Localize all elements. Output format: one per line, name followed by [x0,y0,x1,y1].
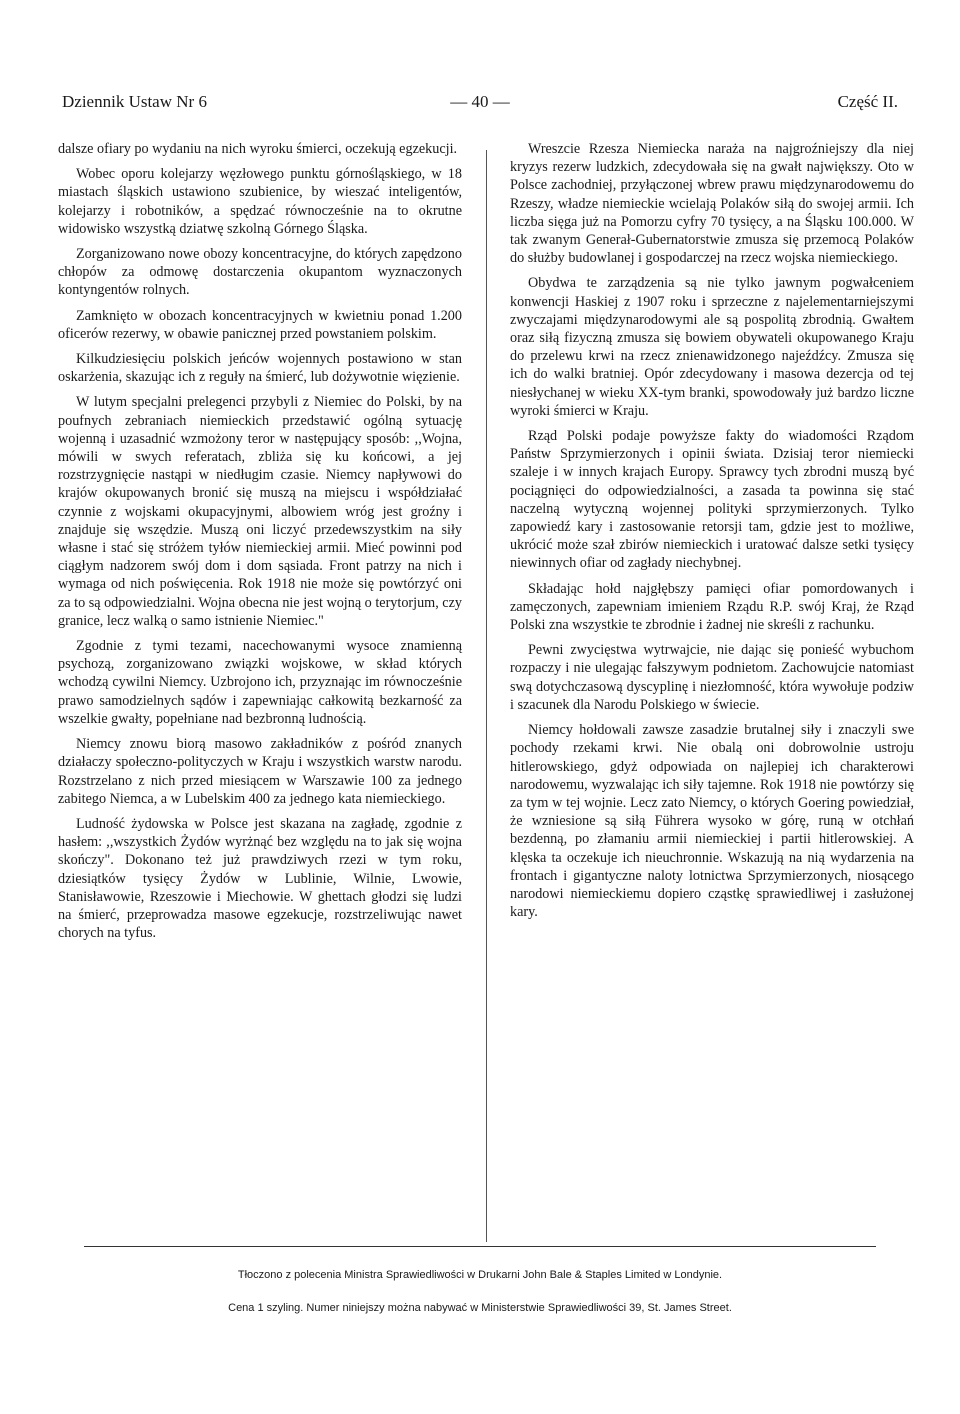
journal-title: Dziennik Ustaw Nr 6 [62,92,207,111]
paragraph: Niemcy hołdowali zawsze zasadzie brutalnej siły i znaczyli swe pochody rzekami krwi. Nie obalą oni dobrowolnie ustroju hitlerowskiego, gdyż odpowiada on najlepiej ich charakterowi narodowemu, wyzwalając ich siły tajemne. Rok 1918 nie powtórzy się za tym w tej wojnie. Lecz zato Niemcy, o których Goering powiedział, że wzniesione są siłą Führera wysoko w górę, runą w otchłań bezdenną, po złamaniu armii niemieckiej i partii hitlerowskiej. A klęska ta oczekuje ich nieuchronnie. Wskazują na nią wydarzenia na frontach i gigantyczne naloty lotnictwa Sprzymierzonych, niosącego narodowi niemieckiemu dopiero cząstkę sprawiedliwej i zasłużonej kary. [510,722,914,921]
printer-note: Tłoczono z polecenia Ministra Sprawiedliwości w Drukarni John Bale & Staples Limited w Londynie. [237,1269,723,1281]
paragraph: Ludność żydowska w Polsce jest skazana na zagładę, zgodnie z hasłem: ,,wszystkich Żydów wyrżnąć bez względu na to jak się wojna skończy". Dokonano też już prawdziwych rzezi w tym roku, dziesiątków tysięcy Żydów w Lublinie, Wilnie, Lwowie, Stanisławowie, Rzeszowie i Miechowie. W ghettach głodzi się ludzi na śmierć, przeprowadza masowe egzekucje, rozstrzeliwując nawet chorych na tyfus. [58,815,462,942]
left-column [58,140,462,949]
price-note: Cena 1 szyling. Numer niniejszy można nabywać w Ministerstwie Sprawiedliwości 39, St. James Street. [228,1302,732,1314]
right-column [510,140,914,928]
part-label: Część II. [837,92,898,111]
footer-divider [84,1246,876,1247]
page-header [62,92,898,116]
paragraph: Zorganizowano nowe obozy koncentracyjne, do których zapędzono chłopów za odmowę dostarczenia okupantom wyznaczonych kontyngentów rolnych. [58,246,462,299]
paragraph: dalsze ofiary po wydaniu na nich wyroku śmierci, oczekują egzekucji. [58,141,458,157]
paragraph: W lutym specjalni prelegenci przybyli z Niemiec do Polski, by na poufnych zebraniach niemieckich przedstawić ogólną sytuację wojenną i uzasadnić wzmożony teror w następujący sposób: ,,Wojna, mówili w swych referatach, zbliża się ku końcowi, a jej rozstrzygnięcie nastąpi w niedługim czasie. Niemcy napływowi do krajów okupowanych bronić się muszą na miejscu i współdziałać czynnie z wojskami okupacyjnymi, albowiem wróg jest groźny i znajduje się wszędzie. Muszą oni liczyć przedewszystkim na siły własne i stać się stróżem tyłów niemieckiej armii. Mieć powinni pod ciągłym nadzorem swój dom i dom sąsiada. Front patrzy na nich i wymaga od nich poświęcenia. Rok 1918 nie może się powtórzyć oni za to są odpowiedzialni. Wojna obecna nie jest wojną o terytorjum, czy granice, lecz walką o samo istnienie Niemiec." [58,394,462,629]
paragraph: Obydwa te zarządzenia są nie tylko jawnym pogwałceniem konwencji Haskiej z 1907 roku i sprzeczne z najelementarniejszymi zwyczajami międzynarodowymi ale są pospolitą zbrodnią. Gwałtem oraz siłą fizyczną zmusza się bowiem obywateli okupowanego Kraju do przelewu krwi na rzecz znienawidzonego najeźdźcy. Zmusza się ich do walki bratniej. Opór zdecydowany i masowa dezercja od tej niesłychanej w wieku XX-tym branki, spowodowały już bardzo liczne wyroki śmierci w Kraju. [510,275,914,419]
paragraph: Wobec oporu kolejarzy węzłowego punktu górnośląskiego, w 18 miastach śląskich ustawiono szubienice, by wieszać inteligentów, kolejarzy i robotników, a spędzać równocześnie na to okrutne widowisko wszystką dziatwę szkolną Górnego Śląska. [58,166,462,237]
page-number: — 40 — [450,92,510,111]
paragraph: Zgodnie z tymi tezami, nacechowanymi wysoce znamienną psychozą, zorganizowano związki wojskowe, w skład których wchodzą cywilni Niemcy. Uzbrojono ich, przyznając im równocześnie prawo samodzielnych sądów i zapewniając całkowitą bezkarność za wszelkie gwałty, popełniane nad bezbronną ludnością. [58,638,462,727]
paragraph: Niemcy znowu biorą masowo zakładników z pośród znanych działaczy społeczno-polityczych w Kraju i wszystkich warstw narodu. Rozstrzelano z nich przed miesiącem w Warszawie 100 za jednego zabitego Niemca, a w Lubelskim 400 za jednego kata niemieckiego. [58,736,462,807]
column-divider [486,150,487,1242]
paragraph: Kilkudziesięciu polskich jeńców wojennych postawiono w stan oskarżenia, skazując ich z reguły na śmierć, lub dożywotnie więzienie. [58,351,462,386]
paragraph: Zamknięto w obozach koncentracyjnych w kwietniu ponad 1.200 oficerów rezerwy, w obawie panicznej przed powstaniem polskim. [58,307,462,342]
paragraph: Pewni zwycięstwa wytrwajcie, nie dając się ponieść wybuchom rozpaczy i nie ulegając fałszywym podnietom. Zachowujcie natomiast swą dotychczasową dyscyplinę i niezłomność, która wywołuje podziw i szacunek dla Narodu Polskiego w świecie. [510,642,914,713]
paragraph: Składając hołd najgłębszy pamięci ofiar pomordowanych i zamęczonych, zapewniam imieniem Rządu R.P. swój Kraj, że Rząd Polski zna wszystkie te zbrodnie i żadnej nie skreśli z rachunku. [510,580,914,634]
paragraph: Rząd Polski podaje powyższe fakty do wiadomości Rządom Państw Sprzymierzonych i opinii świata. Dzisiaj teror niemiecki szaleje i w innych krajach Europy. Sprawcy tych zbrodni muszą być pociągnięci do odpowiedzialności, a zasada ta powinna się stać naczelną wytyczną wojennej polityki sprzymierzonych. Tylko zapowiedź kary i zastosowanie retorsji tam, gdzie jest to możliwe, ukrócić może szał zbirów niemieckich i uratować dalsze setki tysięcy niewinnych ofiar od zagłady niechybnej. [510,428,914,572]
paragraph: Wreszcie Rzesza Niemiecka naraża na najgroźniejszy dla niej kryzys rezerw ludzkich, zdecydowała się na gwałt największy. Oto w Polsce zachodniej, przyłączonej wbrew prawu międzynarodowemu do Rzeszy, władze niemieckie wcielają Polaków siłą do swojej armii. Ich liczba sięga już na Pomorzu cyfry 70 tysięcy, a na Śląsku 100.000. W tak zwanym Generał-Gubernatorstwie zmusza się przemocą Polaków do służby budowlanej i gospodarczej na rzecz wojska niemieckiego. [510,141,914,267]
